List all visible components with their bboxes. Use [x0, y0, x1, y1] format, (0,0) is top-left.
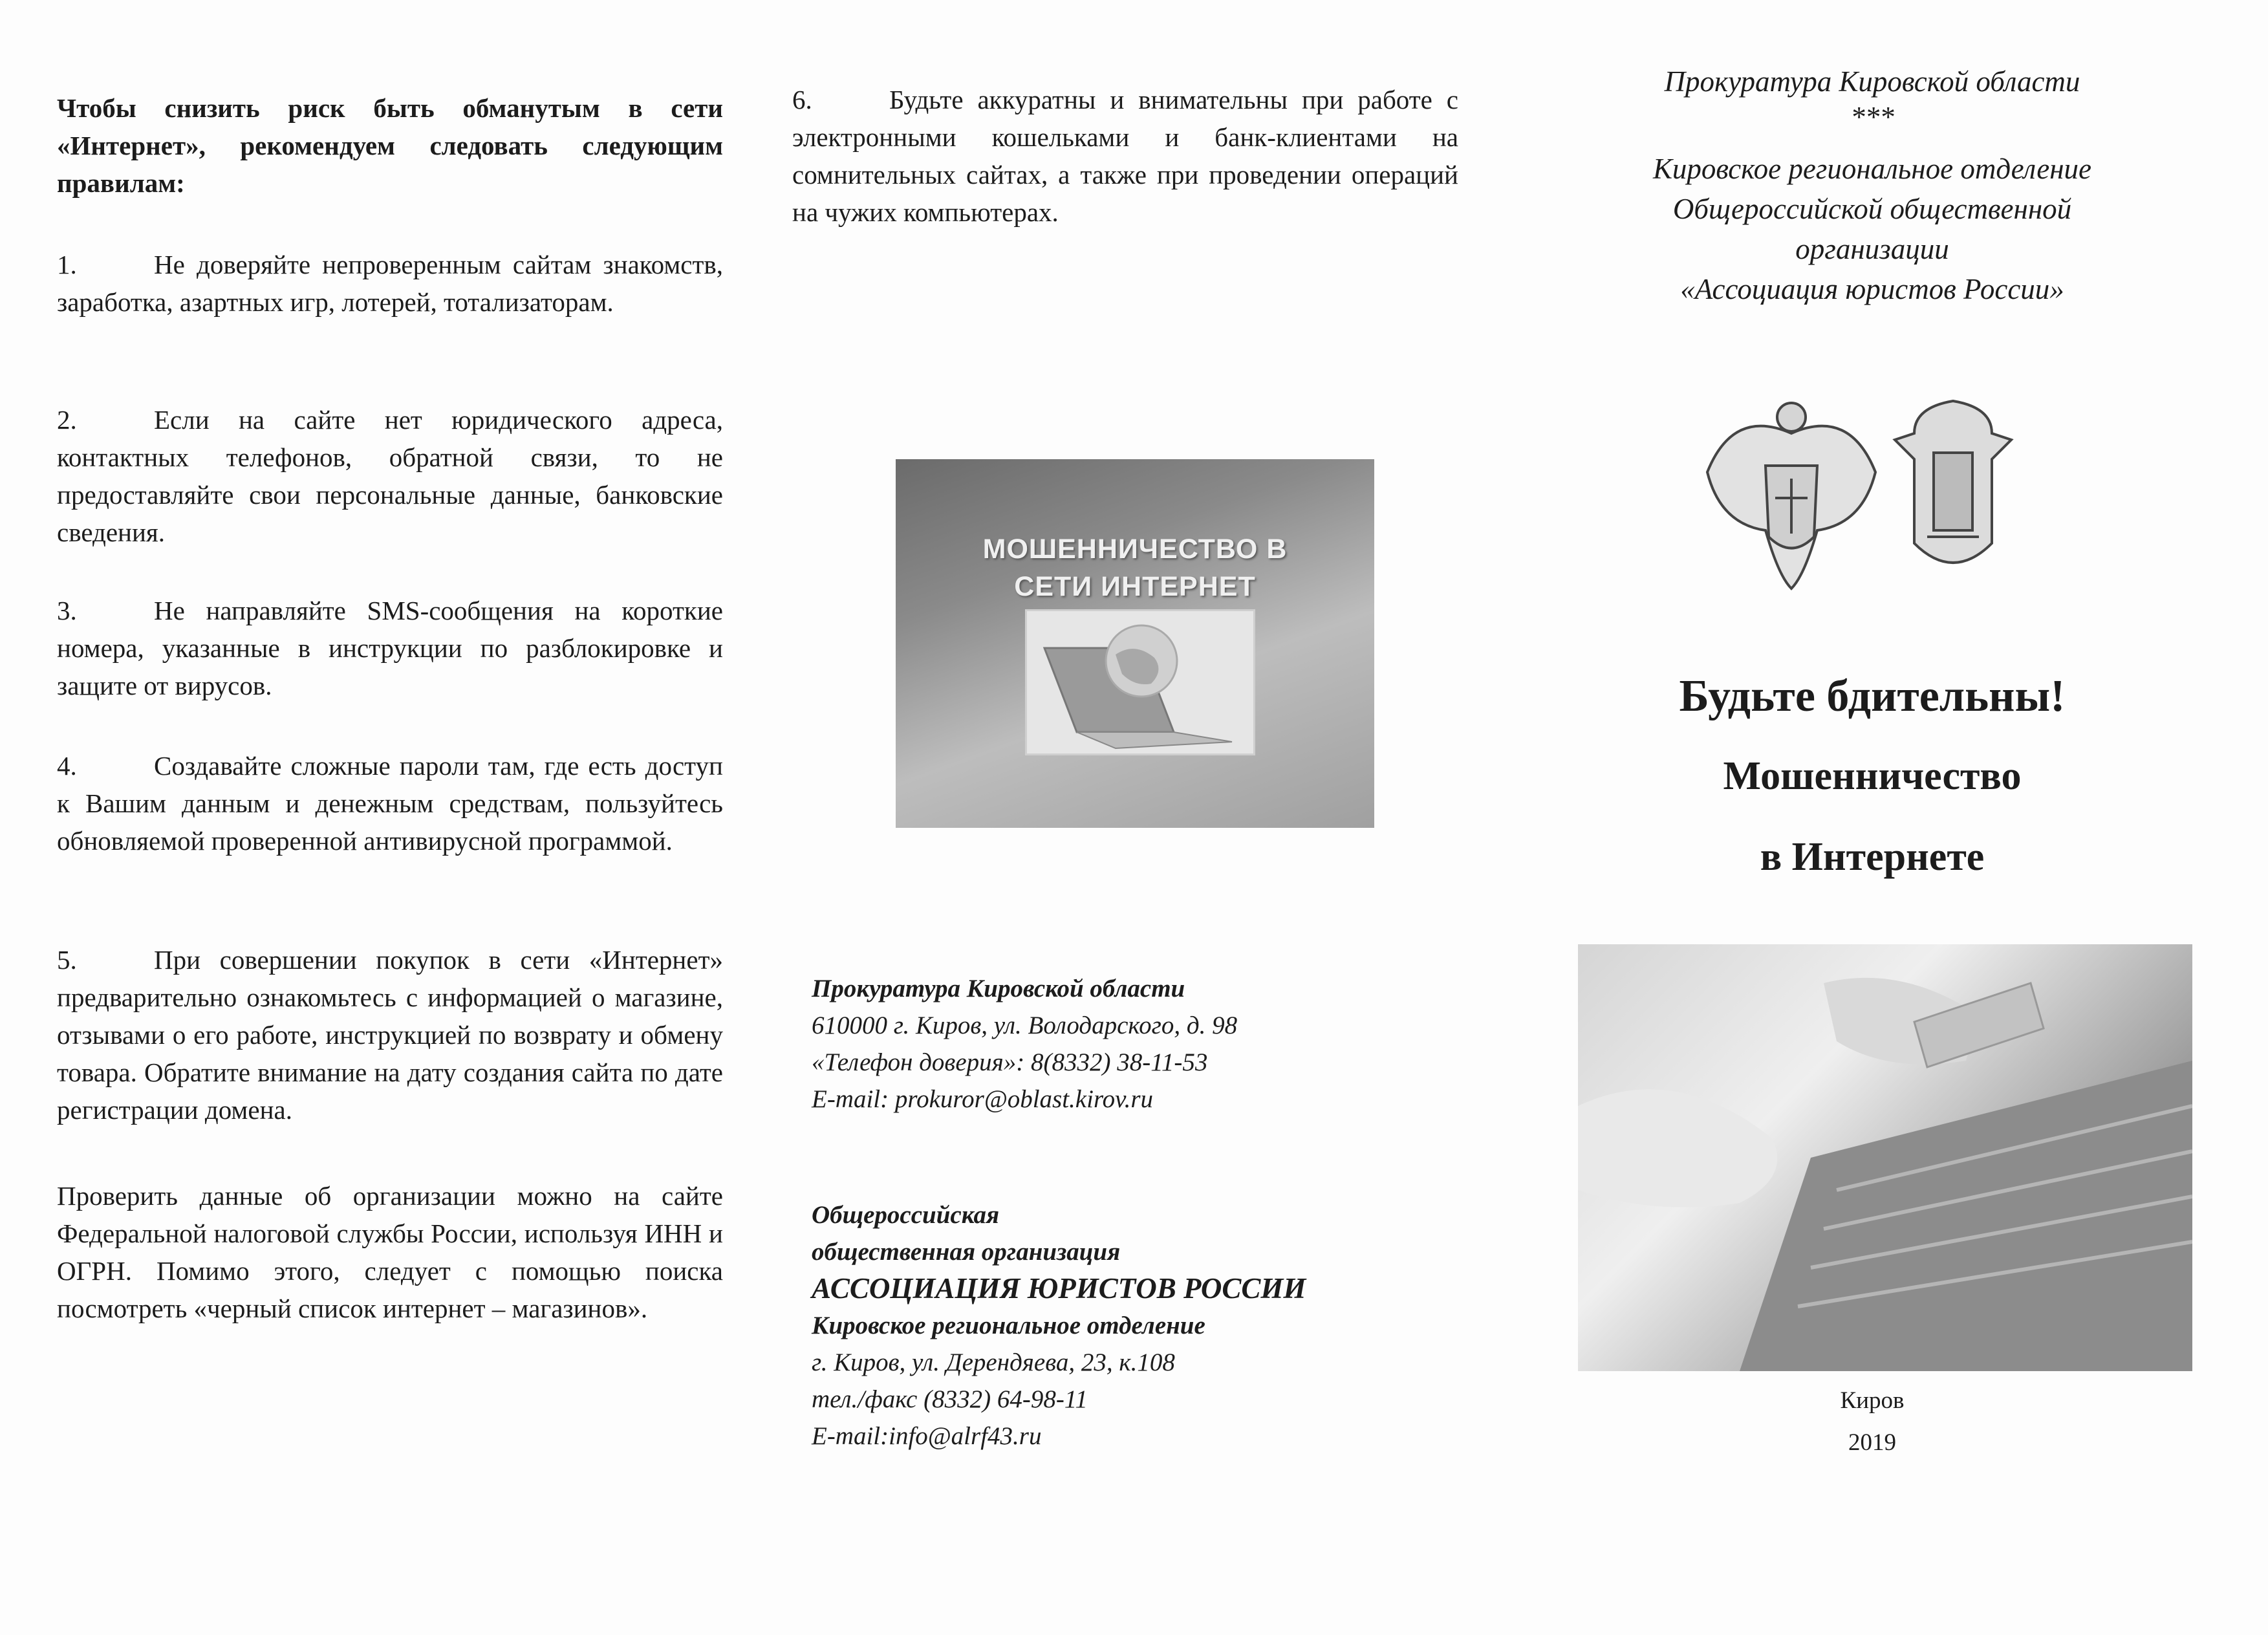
- rule-text: При совершении покупок в сети «Интернет» предварительно ознакомьтесь с информацией о магазине, отзывами о его работе, инструкцией по возврату и обмену товара. Обратите внимание на дату создания сайта по дате регистрации домена.: [57, 945, 723, 1125]
- prosecutor-phone: «Телефон доверия»: 8(8332) 38-11-53: [812, 1048, 1208, 1076]
- intro-text: Чтобы снизить риск быть обманутым в сети «Интернет», рекомендуем следовать следующим правилам:: [57, 93, 723, 198]
- prosecutor-title: Прокуратура Кировской области: [1664, 65, 2080, 98]
- association-title-line: «Ассоциация юристов России»: [1680, 273, 2064, 305]
- year: 2019: [1848, 1429, 1896, 1456]
- subtitle-line-1: Мошенничество: [1723, 754, 2022, 798]
- association-phone: тел./факс (8332) 64-98-11: [812, 1385, 1088, 1413]
- rule-2: [57, 401, 723, 551]
- prosecutor-email: E-mail: prokuror@oblast.kirov.ru: [812, 1085, 1154, 1113]
- prosecutor-address: 610000 г. Киров, ул. Володарского, д. 98: [812, 1012, 1238, 1039]
- rule-number: 3.: [57, 596, 77, 625]
- rule-number: 6.: [792, 85, 812, 114]
- emblems: [1694, 382, 2057, 595]
- rule-4: [57, 747, 723, 860]
- prosecutor-contacts: [812, 970, 1237, 1118]
- fns-check-text: Проверить данные об организации можно на сайте Федеральной налоговой службы России, используя ИНН и ОГРН. Помимо этого, следует с помощью поиска посмотреть «черный список интернет – магазинов».: [57, 1181, 723, 1323]
- rule-1: [57, 246, 723, 321]
- rule-text: Будьте аккуратны и внимательны при работе с электронными кошельками и банк-клиентами на сомнительных сайтах, а также при проведении операций на чужих компьютерах.: [792, 85, 1458, 227]
- city: Киров: [1840, 1387, 1905, 1414]
- association-title-line: Общероссийской общественной: [1672, 193, 2072, 225]
- rule-6: [792, 81, 1458, 231]
- rule-text: Если на сайте нет юридического адреса, контактных телефонов, обратной связи, то не предоставляйте свои персональные данные, банковские сведения.: [57, 405, 723, 547]
- association-name: АССОЦИАЦИЯ ЮРИСТОВ РОССИИ: [812, 1272, 1306, 1305]
- keyboard-card-photo: [1578, 944, 2192, 1371]
- headline: Будьте бдительны!: [1679, 671, 2066, 721]
- prosecutor-name: Прокуратура Кировской области: [812, 975, 1185, 1002]
- rule-5: [57, 941, 723, 1129]
- lawyers-association-emblem-icon: [1895, 401, 2011, 563]
- rule-text: Не направляйте SMS-сообщения на короткие номера, указанные в инструкции по разблокировке и защите от вирусов.: [57, 596, 723, 700]
- laptop-globe-icon: [1025, 609, 1251, 752]
- rule-number: 5.: [57, 945, 77, 975]
- separator-stars: ***: [1850, 101, 1894, 133]
- rule-number: 1.: [57, 250, 77, 279]
- association-branch: Кировское региональное отделение: [812, 1312, 1205, 1339]
- association-contacts: [812, 1196, 1306, 1455]
- caption-line: СЕТИ ИНТЕРНЕТ: [1014, 571, 1256, 602]
- association-address: г. Киров, ул. Дерендяева, 23, к.108: [812, 1348, 1175, 1376]
- rule-number: 4.: [57, 751, 77, 781]
- illustration-caption: [896, 530, 1374, 605]
- rule-text: Создавайте сложные пароли там, где есть доступ к Вашим данным и денежным средствам, пользуйтесь обновляемой проверенной антивирусной программой.: [57, 751, 723, 856]
- association-title: [1539, 149, 2205, 309]
- rule-3: [57, 592, 723, 704]
- rule-text: Не доверяйте непроверенным сайтам знакомств, заработка, азартных игр, лотерей, тотализаторам.: [57, 250, 723, 317]
- association-line: общественная организация: [812, 1238, 1121, 1266]
- caption-line: МОШЕННИЧЕСТВО В: [982, 534, 1288, 565]
- association-title-line: Кировское региональное отделение: [1652, 153, 2092, 185]
- association-email: E-mail:info@alrf43.ru: [812, 1422, 1042, 1450]
- association-title-line: организации: [1795, 233, 1949, 265]
- fraud-illustration: [896, 459, 1374, 828]
- association-line: Общероссийская: [812, 1201, 1000, 1229]
- subtitle-line-2: в Интернете: [1760, 835, 1985, 879]
- keyboard-hands-icon: [1578, 944, 2192, 1371]
- rule-number: 2.: [57, 405, 77, 435]
- prosecutor-eagle-emblem-icon: [1707, 403, 1875, 589]
